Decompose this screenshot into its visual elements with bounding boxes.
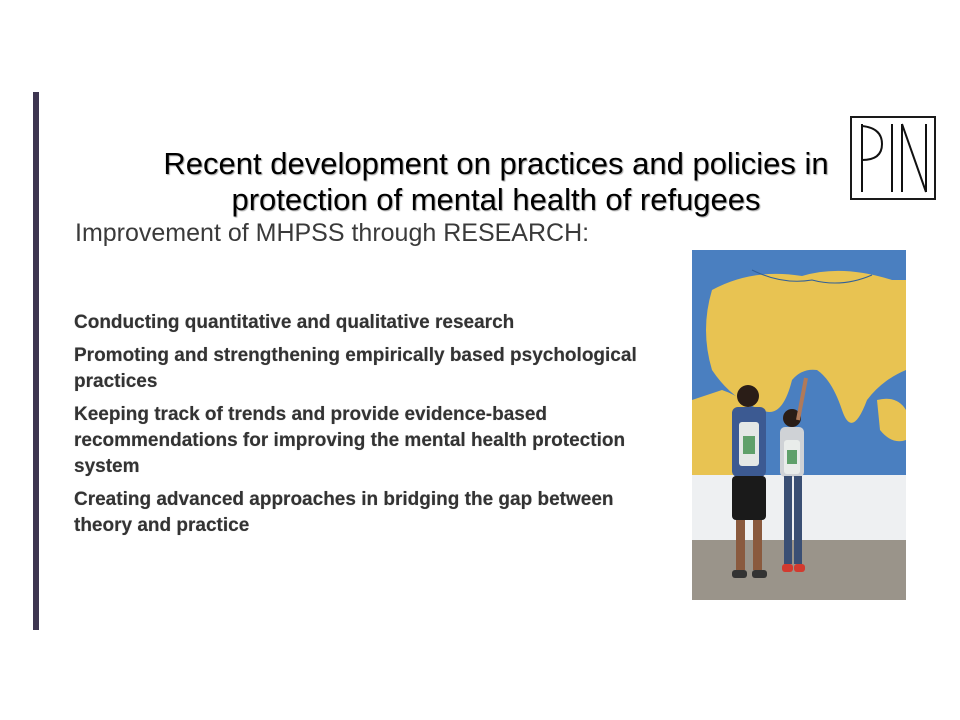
pin-logo (850, 116, 936, 200)
accent-bar (33, 92, 39, 630)
bullet-item: Keeping track of trends and provide evidence-based recommendations for improving the mental health protection system (74, 404, 626, 477)
bullet-list (74, 310, 654, 546)
slide-title: Recent development on practices and policies in protection of mental health of refugees (163, 146, 829, 217)
bullet-item: Promoting and strengthening empirically based psychological practices (74, 345, 637, 392)
refugee-map-photo (692, 250, 906, 600)
section-subtitle: Improvement of MHPSS through RESEARCH: (75, 219, 590, 247)
bullet-item: Conducting quantitative and qualitative research (74, 312, 515, 333)
bullet-item: Creating advanced approaches in bridging the gap between theory and practice (74, 489, 614, 536)
